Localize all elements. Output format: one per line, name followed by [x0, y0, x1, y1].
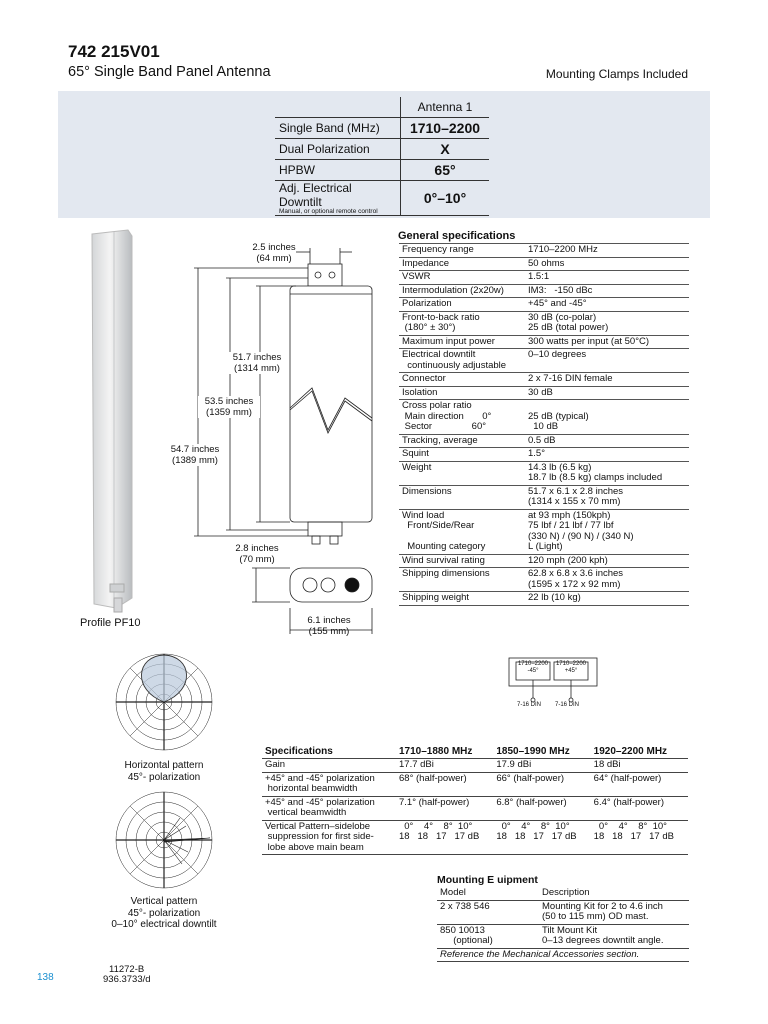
selection-row: [275, 181, 489, 216]
vertical-pattern-plot: [112, 788, 216, 892]
height-label-3: 54.7 inches (1389 mm): [164, 444, 226, 466]
profile-label: Profile PF10: [80, 617, 141, 629]
footer-code-2: 936.3733/d: [103, 974, 151, 985]
selection-label: Single Band (MHz): [275, 118, 401, 139]
width-label: 6.1 inches (155 mm): [307, 615, 351, 637]
general-spec-key: Intermodulation (2x20w): [399, 284, 525, 298]
mounting-title: Mounting E uipment: [437, 874, 538, 886]
general-spec-value: 1.5°: [525, 448, 689, 462]
general-spec-value: 0.5 dB: [525, 434, 689, 448]
antenna-column-header: Antenna 1: [401, 97, 490, 118]
spec-header: 1850–1990 MHz: [496, 746, 570, 757]
mounting-model: 850 10013 (optional): [437, 924, 539, 948]
spec-value: 68° (half-power): [396, 772, 493, 796]
general-spec-row: [399, 568, 689, 592]
general-spec-value: 300 watts per input (at 50°C): [525, 335, 689, 349]
footer-code-1: 11272-B: [109, 964, 145, 975]
spec-value: 64° (half-power): [591, 772, 688, 796]
general-spec-value: IM3: -150 dBc: [525, 284, 689, 298]
general-spec-value: 25 dB (typical) 10 dB: [525, 400, 689, 435]
spec-value: 0° 4° 8° 10° 18 18 17 17 dB: [396, 820, 493, 855]
block-right-label: 1710–2200 +45°: [555, 661, 587, 674]
spec-value: 0° 4° 8° 10° 18 18 17 17 dB: [591, 820, 688, 855]
general-spec-key: Connector: [399, 373, 525, 387]
general-spec-value: 1710–2200 MHz: [525, 244, 689, 258]
horizontal-pattern-caption: Horizontal pattern 45°- polarization: [124, 760, 204, 783]
general-spec-key: Squint: [399, 448, 525, 462]
footer-code: [103, 965, 151, 985]
general-spec-row: [399, 257, 689, 271]
general-spec-key: Shipping dimensions: [399, 568, 525, 592]
selection-table: [275, 97, 489, 216]
spec-value: 18 dBi: [591, 759, 688, 773]
spec-value: 66° (half-power): [493, 772, 590, 796]
spec-value: 0° 4° 8° 10° 18 18 17 17 dB: [493, 820, 590, 855]
general-spec-value: 1.5:1: [525, 271, 689, 285]
general-spec-key: Weight: [399, 461, 525, 485]
spec-row: [262, 759, 688, 773]
general-spec-row: [399, 271, 689, 285]
antenna-photo: [88, 228, 138, 618]
general-spec-row: [399, 349, 689, 373]
general-spec-value: 30 dB: [525, 386, 689, 400]
general-spec-value: 22 lb (10 kg): [525, 592, 689, 606]
depth-label: 2.8 inches (70 mm): [235, 543, 279, 565]
spec-value: 17.9 dBi: [493, 759, 590, 773]
general-spec-row: [399, 400, 689, 435]
connector-label-2: 7-16 DIN: [555, 702, 580, 708]
spec-label: Vertical Pattern–sidelobe suppression for first side- lobe above main beam: [262, 820, 396, 855]
mounting-description: Mounting Kit for 2 to 4.6 inch (50 to 115 mm) OD mast.: [539, 900, 689, 924]
mounting-note: Reference the Mechanical Accessories section.: [437, 948, 689, 962]
general-spec-key: Tracking, average: [399, 434, 525, 448]
general-spec-key: Polarization: [399, 298, 525, 312]
product-subtitle: 65° Single Band Panel Antenna: [68, 64, 271, 80]
general-spec-row: [399, 373, 689, 387]
general-spec-key: Shipping weight: [399, 592, 525, 606]
general-spec-key: Impedance: [399, 257, 525, 271]
spec-header: 1920–2200 MHz: [593, 746, 668, 757]
general-spec-key: Dimensions: [399, 485, 525, 509]
selection-label: HPBW: [275, 160, 401, 181]
general-spec-row: [399, 311, 689, 335]
selection-value: 0°–10°: [401, 181, 490, 216]
spec-value: 7.1° (half-power): [396, 796, 493, 820]
general-spec-row: [399, 461, 689, 485]
general-spec-value: 14.3 lb (6.5 kg) 18.7 lb (8.5 kg) clamps included: [525, 461, 689, 485]
general-spec-key: Wind load Front/Side/Rear Mounting category: [399, 509, 525, 554]
vertical-pattern-caption: Vertical pattern 45°- polarization 0–10° electrical downtilt: [111, 896, 217, 930]
general-spec-value: 50 ohms: [525, 257, 689, 271]
mounting-model: 2 x 738 546: [437, 900, 539, 924]
spec-label: +45° and -45° polarization horizontal beamwidth: [262, 772, 396, 796]
height-label-1: 51.7 inches (1314 mm): [226, 352, 288, 374]
general-spec-key: Wind survival rating: [399, 554, 525, 568]
spec-value: 6.4° (half-power): [591, 796, 688, 820]
general-specs-title: General specifications: [398, 230, 516, 242]
mounting-row: [437, 900, 689, 924]
selection-value: X: [401, 139, 490, 160]
spec-header: 1710–1880 MHz: [399, 746, 473, 757]
top-width-label: 2.5 inches (64 mm): [252, 242, 296, 264]
general-spec-row: [399, 485, 689, 509]
general-spec-row: [399, 448, 689, 462]
general-spec-row: [399, 554, 689, 568]
general-spec-row: [399, 244, 689, 258]
general-spec-value: 0–10 degrees: [525, 349, 689, 373]
general-spec-row: [399, 298, 689, 312]
selection-label: Adj. Electrical Downtilt: [279, 181, 352, 209]
general-spec-row: [399, 592, 689, 606]
spec-label: +45° and -45° polarization vertical beamwidth: [262, 796, 396, 820]
selection-label: Dual Polarization: [275, 139, 401, 160]
horizontal-pattern-plot: [112, 650, 216, 754]
spec-value: 17.7 dBi: [396, 759, 493, 773]
selection-row: [275, 160, 489, 181]
general-spec-key: Frequency range: [399, 244, 525, 258]
mounting-row: [437, 924, 689, 948]
spec-label: Gain: [262, 759, 396, 773]
downtilt-note: Manual, or optional remote control: [279, 208, 378, 215]
selection-row: [275, 118, 489, 139]
mounting-description: Tilt Mount Kit 0–13 degrees downtilt angle.: [539, 924, 689, 948]
mounting-header: Model: [437, 887, 539, 900]
selection-row: [275, 139, 489, 160]
general-spec-row: [399, 284, 689, 298]
mounting-header: Description: [539, 887, 689, 900]
general-spec-value: 62.8 x 6.8 x 3.6 inches (1595 x 172 x 92 mm): [525, 568, 689, 592]
spec-header: Specifications: [265, 746, 333, 757]
spec-row: [262, 820, 688, 855]
general-spec-value: 30 dB (co-polar) 25 dB (total power): [525, 311, 689, 335]
general-spec-key: Front-to-back ratio (180° ± 30°): [399, 311, 525, 335]
connector-label-1: 7-16 DIN: [517, 702, 542, 708]
general-spec-value: 51.7 x 6.1 x 2.8 inches (1314 x 155 x 70 mm): [525, 485, 689, 509]
height-label-2: 53.5 inches (1359 mm): [198, 396, 260, 418]
general-spec-row: [399, 509, 689, 554]
general-spec-key: Maximum input power: [399, 335, 525, 349]
general-spec-value: 2 x 7-16 DIN female: [525, 373, 689, 387]
block-left-label: 1710–2200 -45°: [517, 661, 549, 674]
selection-value: 1710–2200: [401, 118, 490, 139]
general-spec-row: [399, 434, 689, 448]
general-spec-value: 120 mph (200 kph): [525, 554, 689, 568]
mounting-table: [437, 887, 689, 962]
general-spec-row: [399, 335, 689, 349]
general-specs-table: [399, 243, 689, 606]
clamps-note: Mounting Clamps Included: [545, 67, 688, 81]
general-spec-key: Cross polar ratio Main direction 0° Sector 60°: [399, 400, 525, 435]
selection-value: 65°: [401, 160, 490, 181]
page-number: 138: [37, 972, 54, 983]
dimension-drawing: [180, 238, 390, 638]
general-spec-key: Isolation: [399, 386, 525, 400]
band-specs-table: [262, 745, 688, 855]
general-spec-value: at 93 mph (150kph) 75 lbf / 21 lbf / 77 lbf (330 N) / (90 N) / (340 N) L (Light): [525, 509, 689, 554]
spec-row: [262, 772, 688, 796]
general-spec-key: Electrical downtilt continuously adjustable: [399, 349, 525, 373]
general-spec-key: VSWR: [399, 271, 525, 285]
general-spec-row: [399, 386, 689, 400]
spec-value: 6.8° (half-power): [493, 796, 590, 820]
general-spec-value: +45° and -45°: [525, 298, 689, 312]
spec-row: [262, 796, 688, 820]
model-number: 742 215V01: [68, 42, 160, 61]
